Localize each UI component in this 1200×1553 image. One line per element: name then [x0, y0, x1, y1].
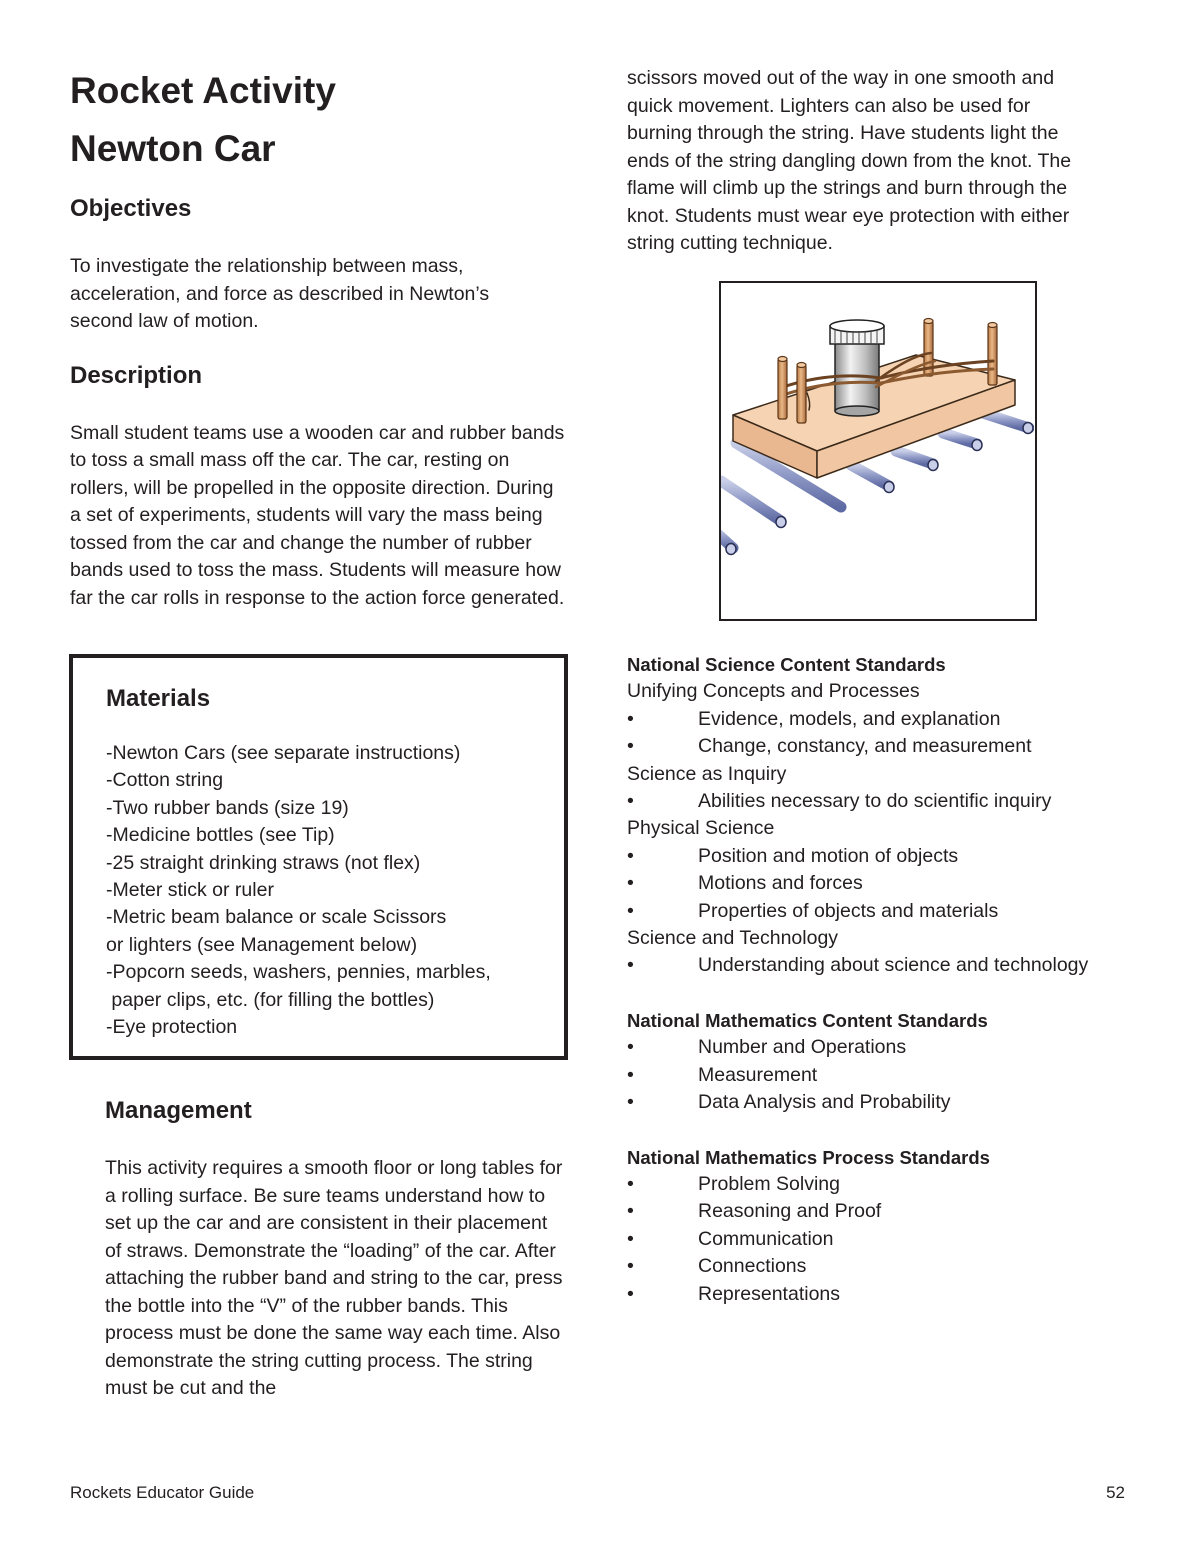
materials-heading: Materials	[106, 685, 211, 712]
materials-box	[69, 654, 568, 1060]
standard-item-text: Communication	[698, 1227, 834, 1250]
objectives-heading: Objectives	[70, 195, 192, 222]
standard-group-label: Physical Science	[627, 817, 775, 840]
description-heading: Description	[70, 361, 203, 389]
materials-item: paper clips, etc. (for filling the bottles)	[106, 988, 435, 1011]
standard-item	[627, 1062, 1107, 1089]
page-subtitle: Newton Car	[70, 128, 276, 169]
standard-item-text: Measurement	[698, 1063, 818, 1086]
math-process-list	[627, 1171, 1107, 1308]
standard-item	[627, 1171, 1107, 1198]
standard-item	[627, 952, 1107, 979]
materials-item: or lighters (see Management below)	[106, 933, 418, 956]
materials-item: -Meter stick or ruler	[106, 879, 274, 902]
materials-item: -Eye protection	[106, 1016, 238, 1039]
left-column	[70, 62, 570, 612]
bullet-icon: •	[627, 954, 634, 977]
math-content-heading: National Mathematics Content Standards	[627, 1009, 988, 1031]
standard-item-text: Position and motion of objects	[698, 844, 959, 867]
standard-item-text: Number and Operations	[698, 1036, 907, 1059]
bullet-icon: •	[627, 1282, 634, 1305]
standard-group-label: Science as Inquiry	[627, 762, 787, 785]
description-text: Small student teams use a wooden car and rubber bands to toss a small mass off the car. The car, resting on rollers, will be propelled in the opposite direction. During a set of experiments, students will vary the mass being tossed from the car and change the number of rubber bands used to toss the mass. Students will measure how far the car rolls in response to the action force generated.	[70, 421, 565, 609]
standard-item-text: Evidence, models, and explanation	[698, 707, 1001, 730]
standard-item-text: Representations	[698, 1282, 841, 1305]
materials-item: -Metric beam balance or scale Scissors	[106, 906, 447, 929]
standard-item	[627, 1281, 1107, 1308]
standard-group-label: Unifying Concepts and Processes	[627, 680, 920, 703]
bullet-icon: •	[627, 707, 634, 730]
bullet-icon: •	[627, 844, 634, 867]
math-content-list	[627, 1034, 1107, 1116]
management-continued-text: scissors moved out of the way in one smooth and quick movement. Lighters can also be used for burning through the string. Have students light the ends of the string dangling down from the knot. The flame will climb up the strings and burn through the knot. Students must wear eye protection with either string cutting technique.	[627, 67, 1072, 254]
standard-item	[627, 788, 1107, 815]
materials-item: -Cotton string	[106, 769, 224, 792]
management-heading: Management	[105, 1097, 252, 1124]
standard-item	[627, 733, 1107, 760]
bullet-icon: •	[627, 1091, 634, 1114]
newton-car-illustration	[719, 281, 1037, 621]
standard-item-text: Reasoning and Proof	[698, 1200, 882, 1223]
bullet-icon: •	[627, 1063, 634, 1086]
standard-item	[627, 1089, 1107, 1116]
standard-group-label: Science and Technology	[627, 927, 839, 950]
bullet-icon: •	[627, 790, 634, 813]
standard-item-text: Data Analysis and Probability	[698, 1091, 951, 1114]
standard-item-text: Change, constancy, and measurement	[698, 735, 1032, 758]
footer-page-number: 52	[1106, 1483, 1125, 1502]
materials-item: -25 straight drinking straws (not flex)	[106, 851, 421, 874]
math-process-heading: National Mathematics Process Standards	[627, 1146, 990, 1168]
bullet-icon: •	[627, 1172, 634, 1195]
standard-item-text: Motions and forces	[698, 872, 863, 895]
materials-item: -Two rubber bands (size 19)	[106, 796, 349, 819]
page-title: Rocket Activity	[70, 70, 336, 111]
bullet-icon: •	[627, 1200, 634, 1223]
standard-item	[627, 843, 1107, 870]
medicine-bottle	[830, 320, 884, 416]
standard-item-text: Understanding about science and technology	[698, 954, 1089, 977]
materials-item: -Newton Cars (see separate instructions)	[106, 742, 461, 764]
standard-item	[627, 870, 1107, 897]
standard-item-text: Properties of objects and materials	[698, 899, 999, 922]
standard-item	[627, 1253, 1107, 1280]
standard-item	[627, 1034, 1107, 1061]
objectives-text: To investigate the relationship between mass, acceleration, and force as described in Newton’s second law of motion.	[70, 255, 490, 332]
management-section	[105, 1096, 565, 1403]
standard-item-text: Connections	[698, 1255, 807, 1278]
bullet-icon: •	[627, 872, 634, 895]
materials-list	[106, 740, 566, 1041]
standard-item-text: Problem Solving	[698, 1172, 840, 1195]
standard-item	[627, 706, 1107, 733]
standard-item	[627, 1198, 1107, 1225]
bullet-icon: •	[627, 899, 634, 922]
standard-item	[627, 898, 1107, 925]
standards-section	[627, 651, 1107, 1308]
standard-item	[627, 1226, 1107, 1253]
footer-guide-name: Rockets Educator Guide	[70, 1483, 255, 1502]
bullet-icon: •	[627, 1255, 634, 1278]
standard-item-text: Abilities necessary to do scientific inquiry	[698, 790, 1052, 813]
bullet-icon: •	[627, 1036, 634, 1059]
science-standards-list	[627, 678, 1107, 979]
bullet-icon: •	[627, 735, 634, 758]
bullet-icon: •	[627, 1227, 634, 1250]
newton-car-drawing	[721, 283, 1034, 618]
science-standards-heading: National Science Content Standards	[627, 654, 946, 675]
management-text: This activity requires a smooth floor or long tables for a rolling surface. Be sure teams understand how to set up the car and are consistent in their placement of straws. Demonstrate the “loading” of the car. After attaching the rubber band and string to the car, press the bottle into the “V” of the rubber bands. This process must be done the same way each time. Also demonstrate the string cutting process. The string must be cut and the	[105, 1157, 563, 1399]
materials-item: -Popcorn seeds, washers, pennies, marbles,	[106, 961, 491, 984]
materials-item: -Medicine bottles (see Tip)	[106, 824, 335, 847]
